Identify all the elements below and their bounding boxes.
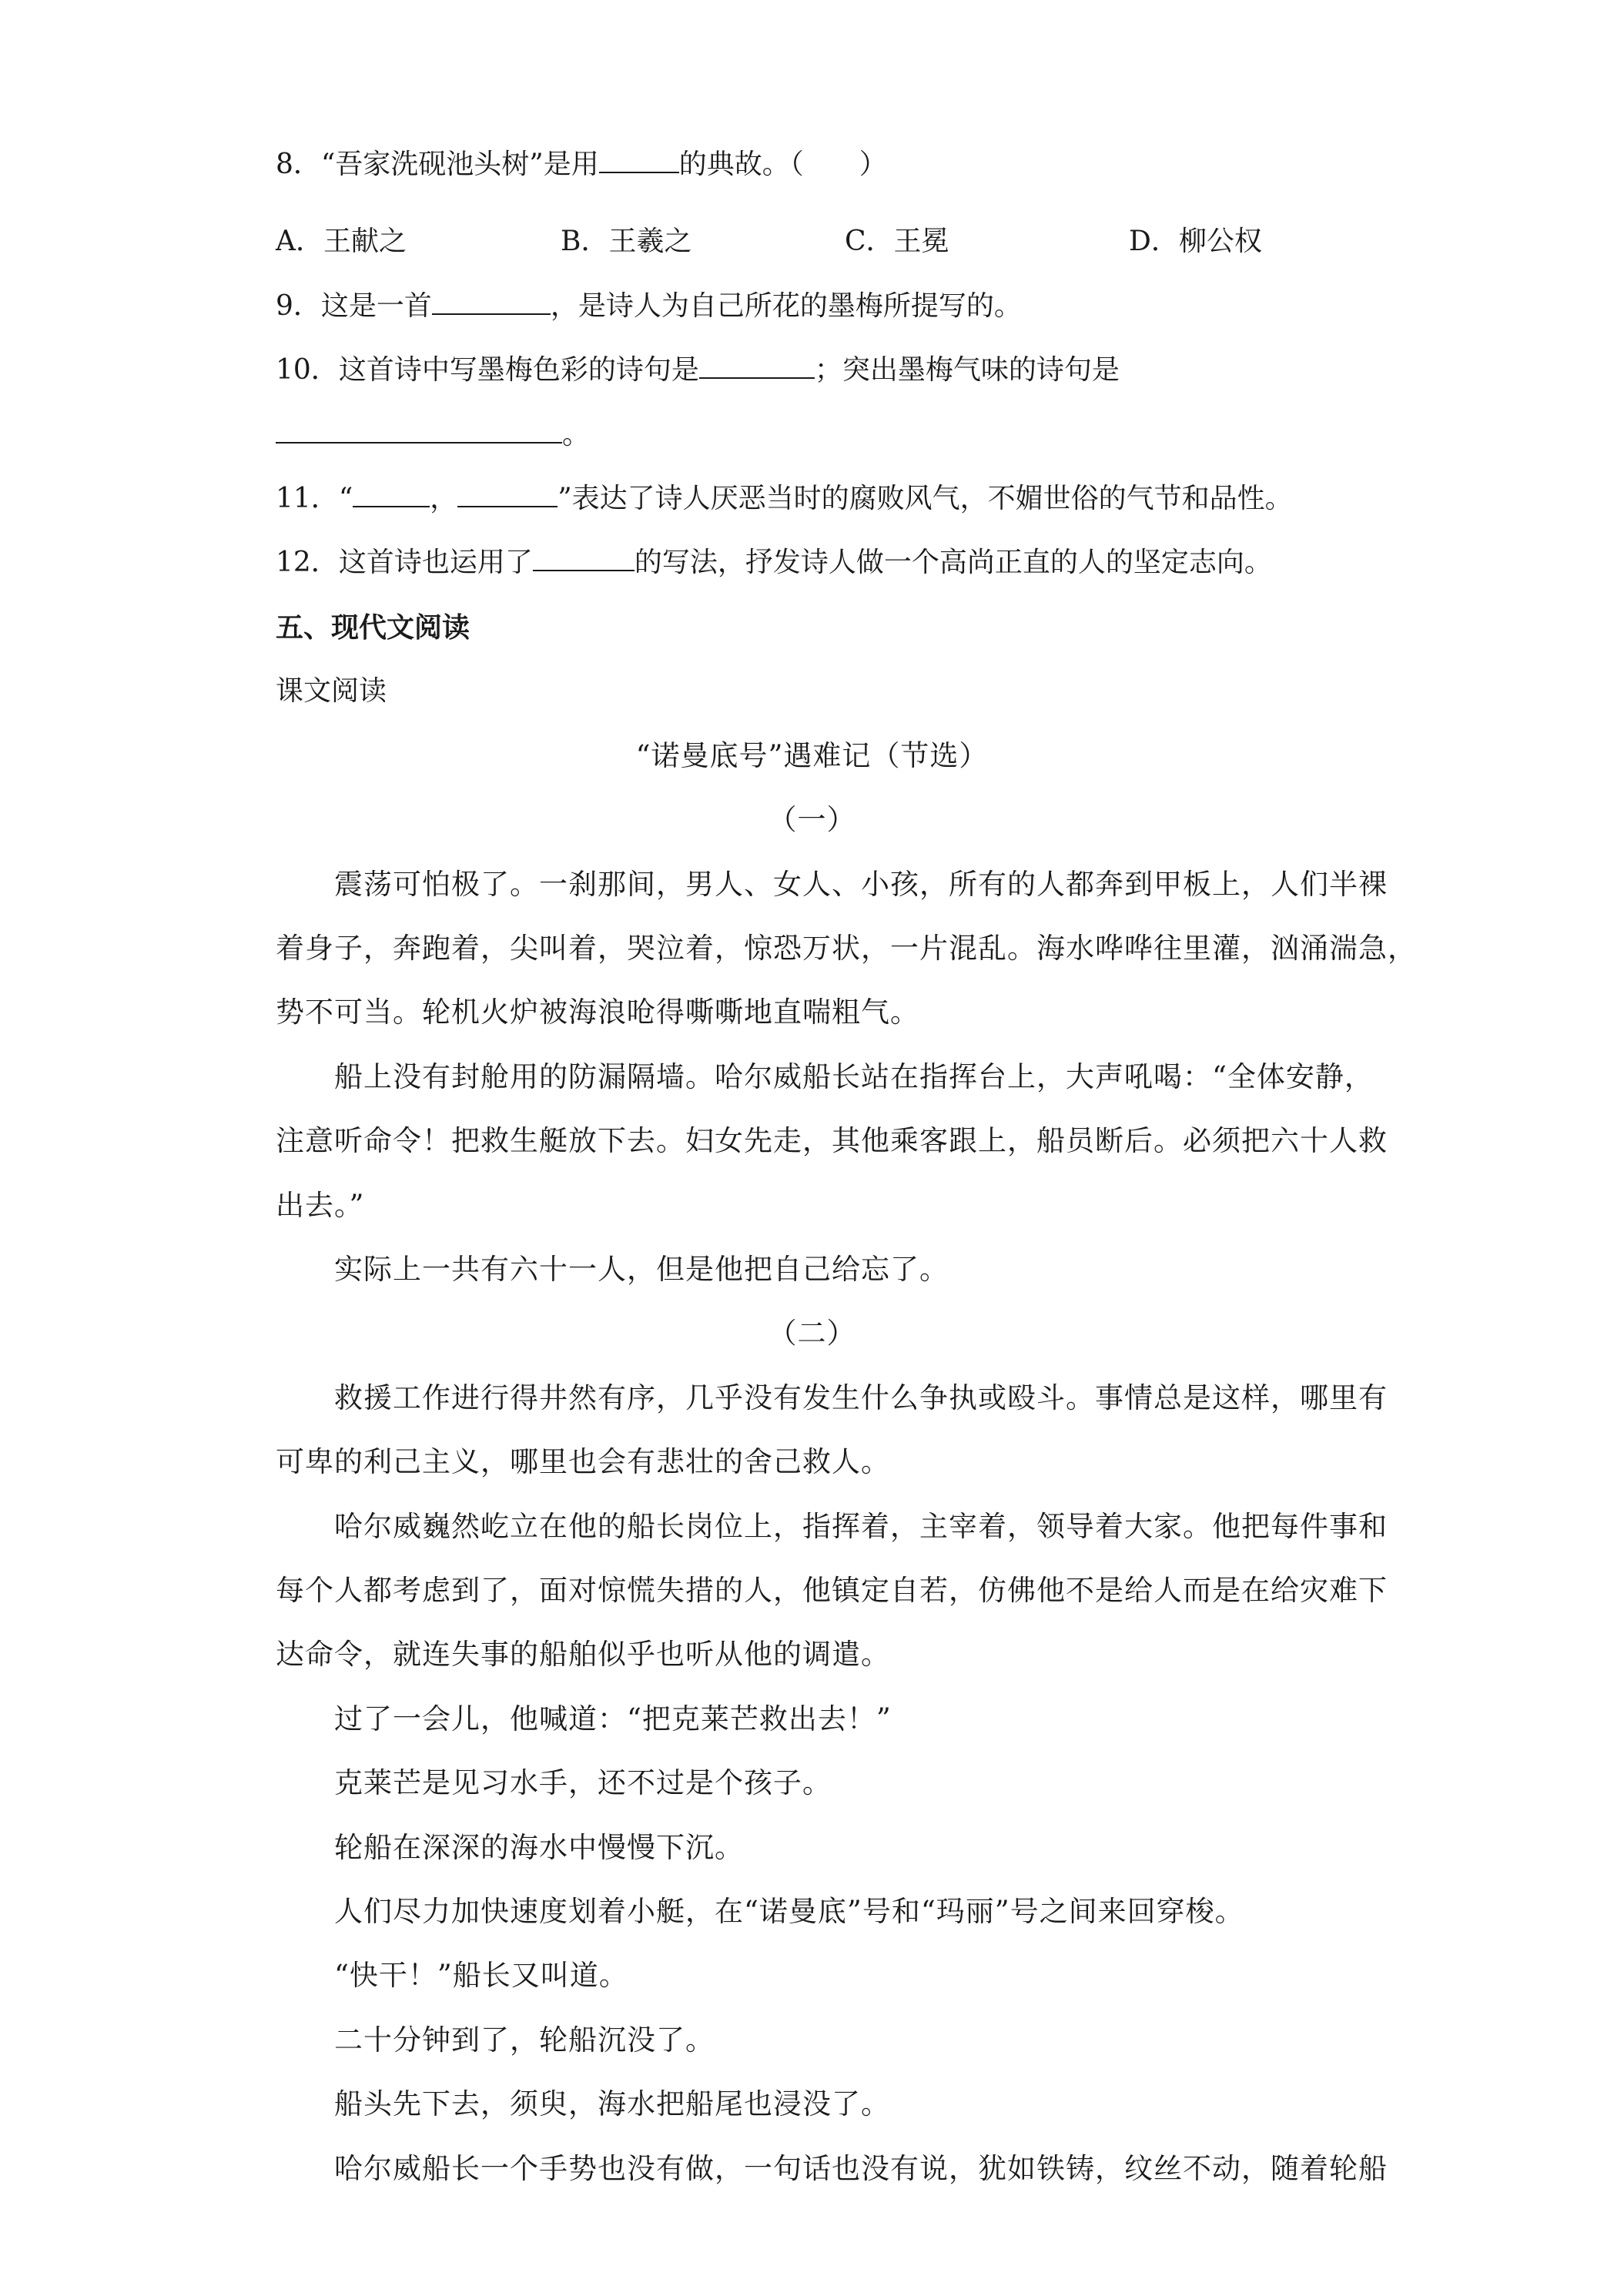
question-number: 8． [276, 149, 321, 180]
passage-line: 达命令，就连失事的船舶似乎也听从他的调遣。 [276, 1638, 890, 1671]
question-text: 。 [562, 419, 591, 450]
question-text: ；突出墨梅气味的诗句是 [814, 354, 1120, 386]
question-12 [276, 544, 1272, 581]
question-text: ”表达了诗人厌恶当时的腐败风气，不媚世俗的气节和品性。 [558, 483, 1293, 514]
passage-line: 船上没有封舱用的防漏隔墙。哈尔威船长站在指挥台上，大声吼喝：“全体安静， [334, 1060, 1374, 1093]
answer-blank[interactable] [432, 290, 551, 315]
question-text: 这首诗中写墨梅色彩的诗句是 [338, 354, 699, 386]
passage-line: 哈尔威巍然屹立在他的船长岗位上，指挥着，主宰着，领导着大家。他把每件事和 [334, 1510, 1388, 1543]
question-text: 的典故。（ ） [678, 149, 887, 180]
question-10-continued [276, 417, 590, 454]
question-text: 这是一首 [320, 290, 432, 322]
question-8 [276, 146, 887, 183]
question-9 [276, 288, 1022, 325]
answer-blank[interactable] [699, 354, 815, 379]
question-number: 9． [276, 290, 321, 322]
question-text: “吾家洗砚池头树”是用 [320, 149, 599, 180]
passage-line: 救援工作进行得井然有序，几乎没有发生什么争执或殴斗。事情总是这样，哪里有 [334, 1381, 1388, 1414]
question-text: 的写法，抒发诗人做一个高尚正直的人的坚定志向。 [634, 547, 1272, 578]
passage-line: 震荡可怕极了。一刹那间，男人、女人、小孩，所有的人都奔到甲板上，人们半裸 [334, 868, 1388, 901]
section-subheading: 课文阅读 [276, 675, 387, 707]
passage-line: 可卑的利己主义，哪里也会有悲壮的舍己救人。 [276, 1445, 890, 1478]
answer-blank[interactable] [353, 483, 430, 507]
question-text: ，是诗人为自己所花的墨梅所提写的。 [550, 290, 1022, 322]
answer-blank[interactable] [276, 419, 562, 443]
passage-line: 船头先下去，须臾，海水把船尾也浸没了。 [334, 2087, 890, 2120]
option-c[interactable]: C．王冕 [845, 226, 949, 257]
question-11 [276, 480, 1293, 517]
passage-line: 人们尽力加快速度划着小艇，在“诺曼底”号和“玛丽”号之间来回穿梭。 [334, 1895, 1244, 1928]
option-a[interactable]: A．王献之 [276, 226, 407, 257]
answer-blank[interactable] [533, 547, 635, 571]
passage-line: 每个人都考虑到了，面对惊慌失措的人，他镇定自若，仿佛他不是给人而是在给灾难下 [276, 1574, 1388, 1607]
passage-line: 过了一会儿，他喊道：“把克莱芒救出去！” [334, 1702, 892, 1735]
passage-line: 着身子，奔跑着，尖叫着，哭泣着，惊恐万状，一片混乱。海水哗哗往里灌，汹涌湍急， [276, 932, 1417, 965]
passage-line: 哈尔威船长一个手势也没有做，一句话也没有说，犹如铁铸，纹丝不动，随着轮船 [334, 2152, 1388, 2185]
passage-line: 注意听命令！把救生艇放下去。妇女先走，其他乘客跟上，船员断后。必须把六十人救 [276, 1124, 1388, 1157]
passage-line: 实际上一共有六十一人，但是他把自己给忘了。 [334, 1253, 949, 1286]
question-number: 12． [276, 547, 339, 578]
question-text: 这首诗也运用了 [338, 547, 533, 578]
part-label: （一） [768, 803, 856, 836]
part-label: （二） [768, 1317, 856, 1350]
passage-line: 克莱芒是见习水手，还不过是个孩子。 [334, 1766, 832, 1799]
question-number: 11． [276, 483, 339, 514]
option-d[interactable]: D．柳公权 [1129, 226, 1262, 257]
option-b[interactable]: B．王羲之 [561, 226, 692, 257]
passage-title: “诺曼底号”遇难记（节选） [635, 739, 989, 772]
passage-line: “快干！”船长又叫道。 [334, 1959, 628, 1992]
question-text: ， [430, 483, 458, 514]
passage-line: 二十分钟到了，轮船沉没了。 [334, 2023, 715, 2057]
passage-line: 轮船在深深的海水中慢慢下沉。 [334, 1831, 744, 1864]
passage-line: 势不可当。轮机火炉被海浪呛得嘶嘶地直喘粗气。 [276, 996, 919, 1029]
question-number: 10． [276, 354, 339, 386]
answer-blank[interactable] [457, 483, 558, 507]
section-heading: 五、现代文阅读 [276, 611, 470, 644]
question-text: “ [338, 483, 353, 514]
answer-blank[interactable] [599, 149, 679, 173]
passage-line: 出去。” [276, 1189, 365, 1222]
question-10 [276, 352, 1120, 389]
